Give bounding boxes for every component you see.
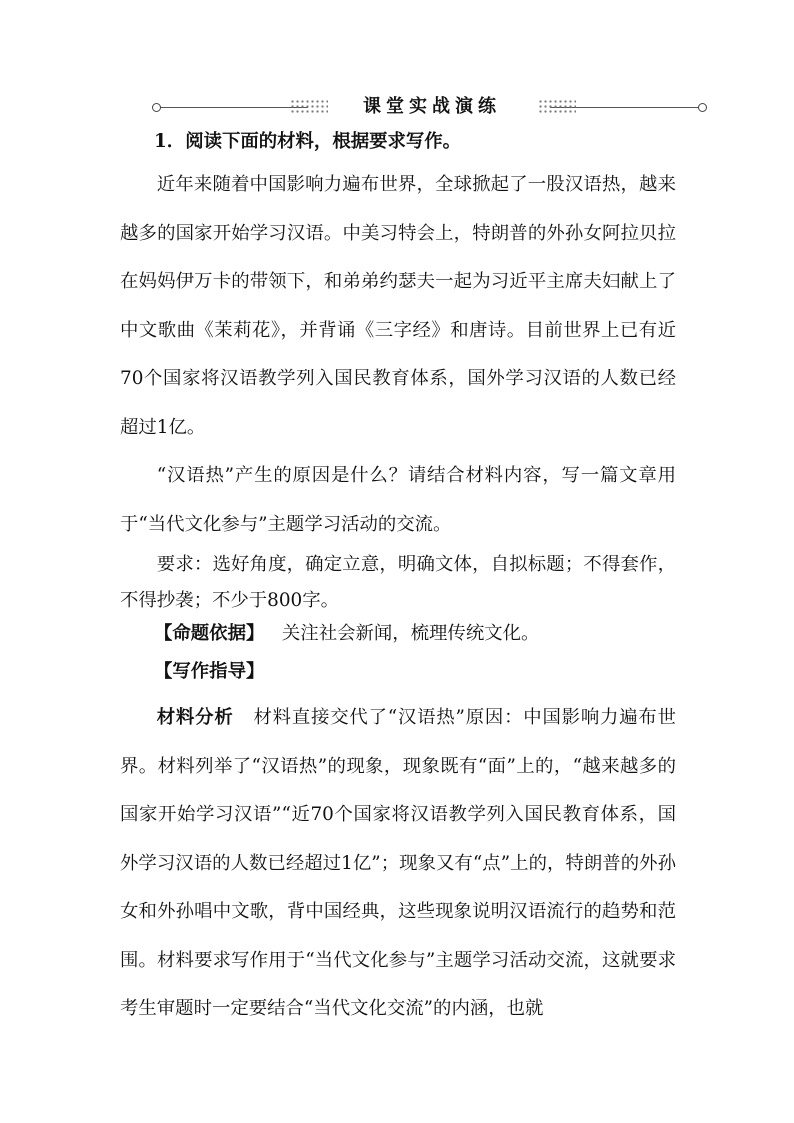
- header-endcap-right: [698, 103, 707, 112]
- header-dot-ornament-right: [538, 99, 576, 113]
- question-heading: [154, 128, 676, 156]
- basis-text: 关注社会新闻，梳理传统文化。: [281, 623, 540, 644]
- question-number: 1．: [154, 131, 186, 152]
- task-paragraph: “汉语热”产生的原因是什么？请结合材料内容，写一篇文章用于“当代文化参与”主题学习活动的交流。: [120, 465, 676, 535]
- basis-label: 【命题依据】: [154, 623, 265, 644]
- section-header: [152, 94, 712, 120]
- question-prompt: 阅读下面的材料，根据要求写作。: [185, 131, 462, 152]
- header-dot-ornament-left: [290, 99, 328, 113]
- analysis-label: 材料分析: [156, 707, 234, 728]
- requirements-paragraph: 要求：选好角度，确定立意，明确文体，自拟标题；不得套作，不得抄袭；不少于800字。: [120, 554, 676, 611]
- analysis-text: 材料直接交代了“汉语热”原因：中国影响力遍布世界。材料列举了“汉语热”的现象，现象既有“面”上的，“越来越多的国家开始学习汉语”“近70个国家将汉语教学列入国民教育体系，国外学习汉语的人数已经超过1亿”；现象又有“点”上的，特朗普的外孙女和外孙唱中文歌，背中国经典，这些现象说明汉语流行的趋势和范围。材料要求写作用于“当代文化参与”主题学习活动交流，这就要求考生审题时一定要结合“当代文化交流”的内涵，也就: [120, 707, 676, 1019]
- basis-line: [154, 620, 676, 648]
- material-paragraph: 近年来随着中国影响力遍布世界，全球掀起了一股汉语热，越来越多的国家开始学习汉语。中美习特会上，特朗普的外孙女阿拉贝拉在妈妈伊万卡的带领下，和弟弟约瑟夫一起为习近平主席夫妇献上了中文歌曲《茉莉花》，并背诵《三字经》和唐诗。目前世界上已有近70个国家将汉语教学列入国民教育体系，国外学习汉语的人数已经超过1亿。: [120, 174, 676, 438]
- guide-heading: 【写作指导】: [154, 661, 265, 682]
- analysis-paragraph: [120, 694, 676, 1034]
- section-title: 课堂实战演练: [348, 94, 516, 120]
- header-rule-left: [158, 107, 308, 108]
- header-endcap-left: [152, 103, 161, 112]
